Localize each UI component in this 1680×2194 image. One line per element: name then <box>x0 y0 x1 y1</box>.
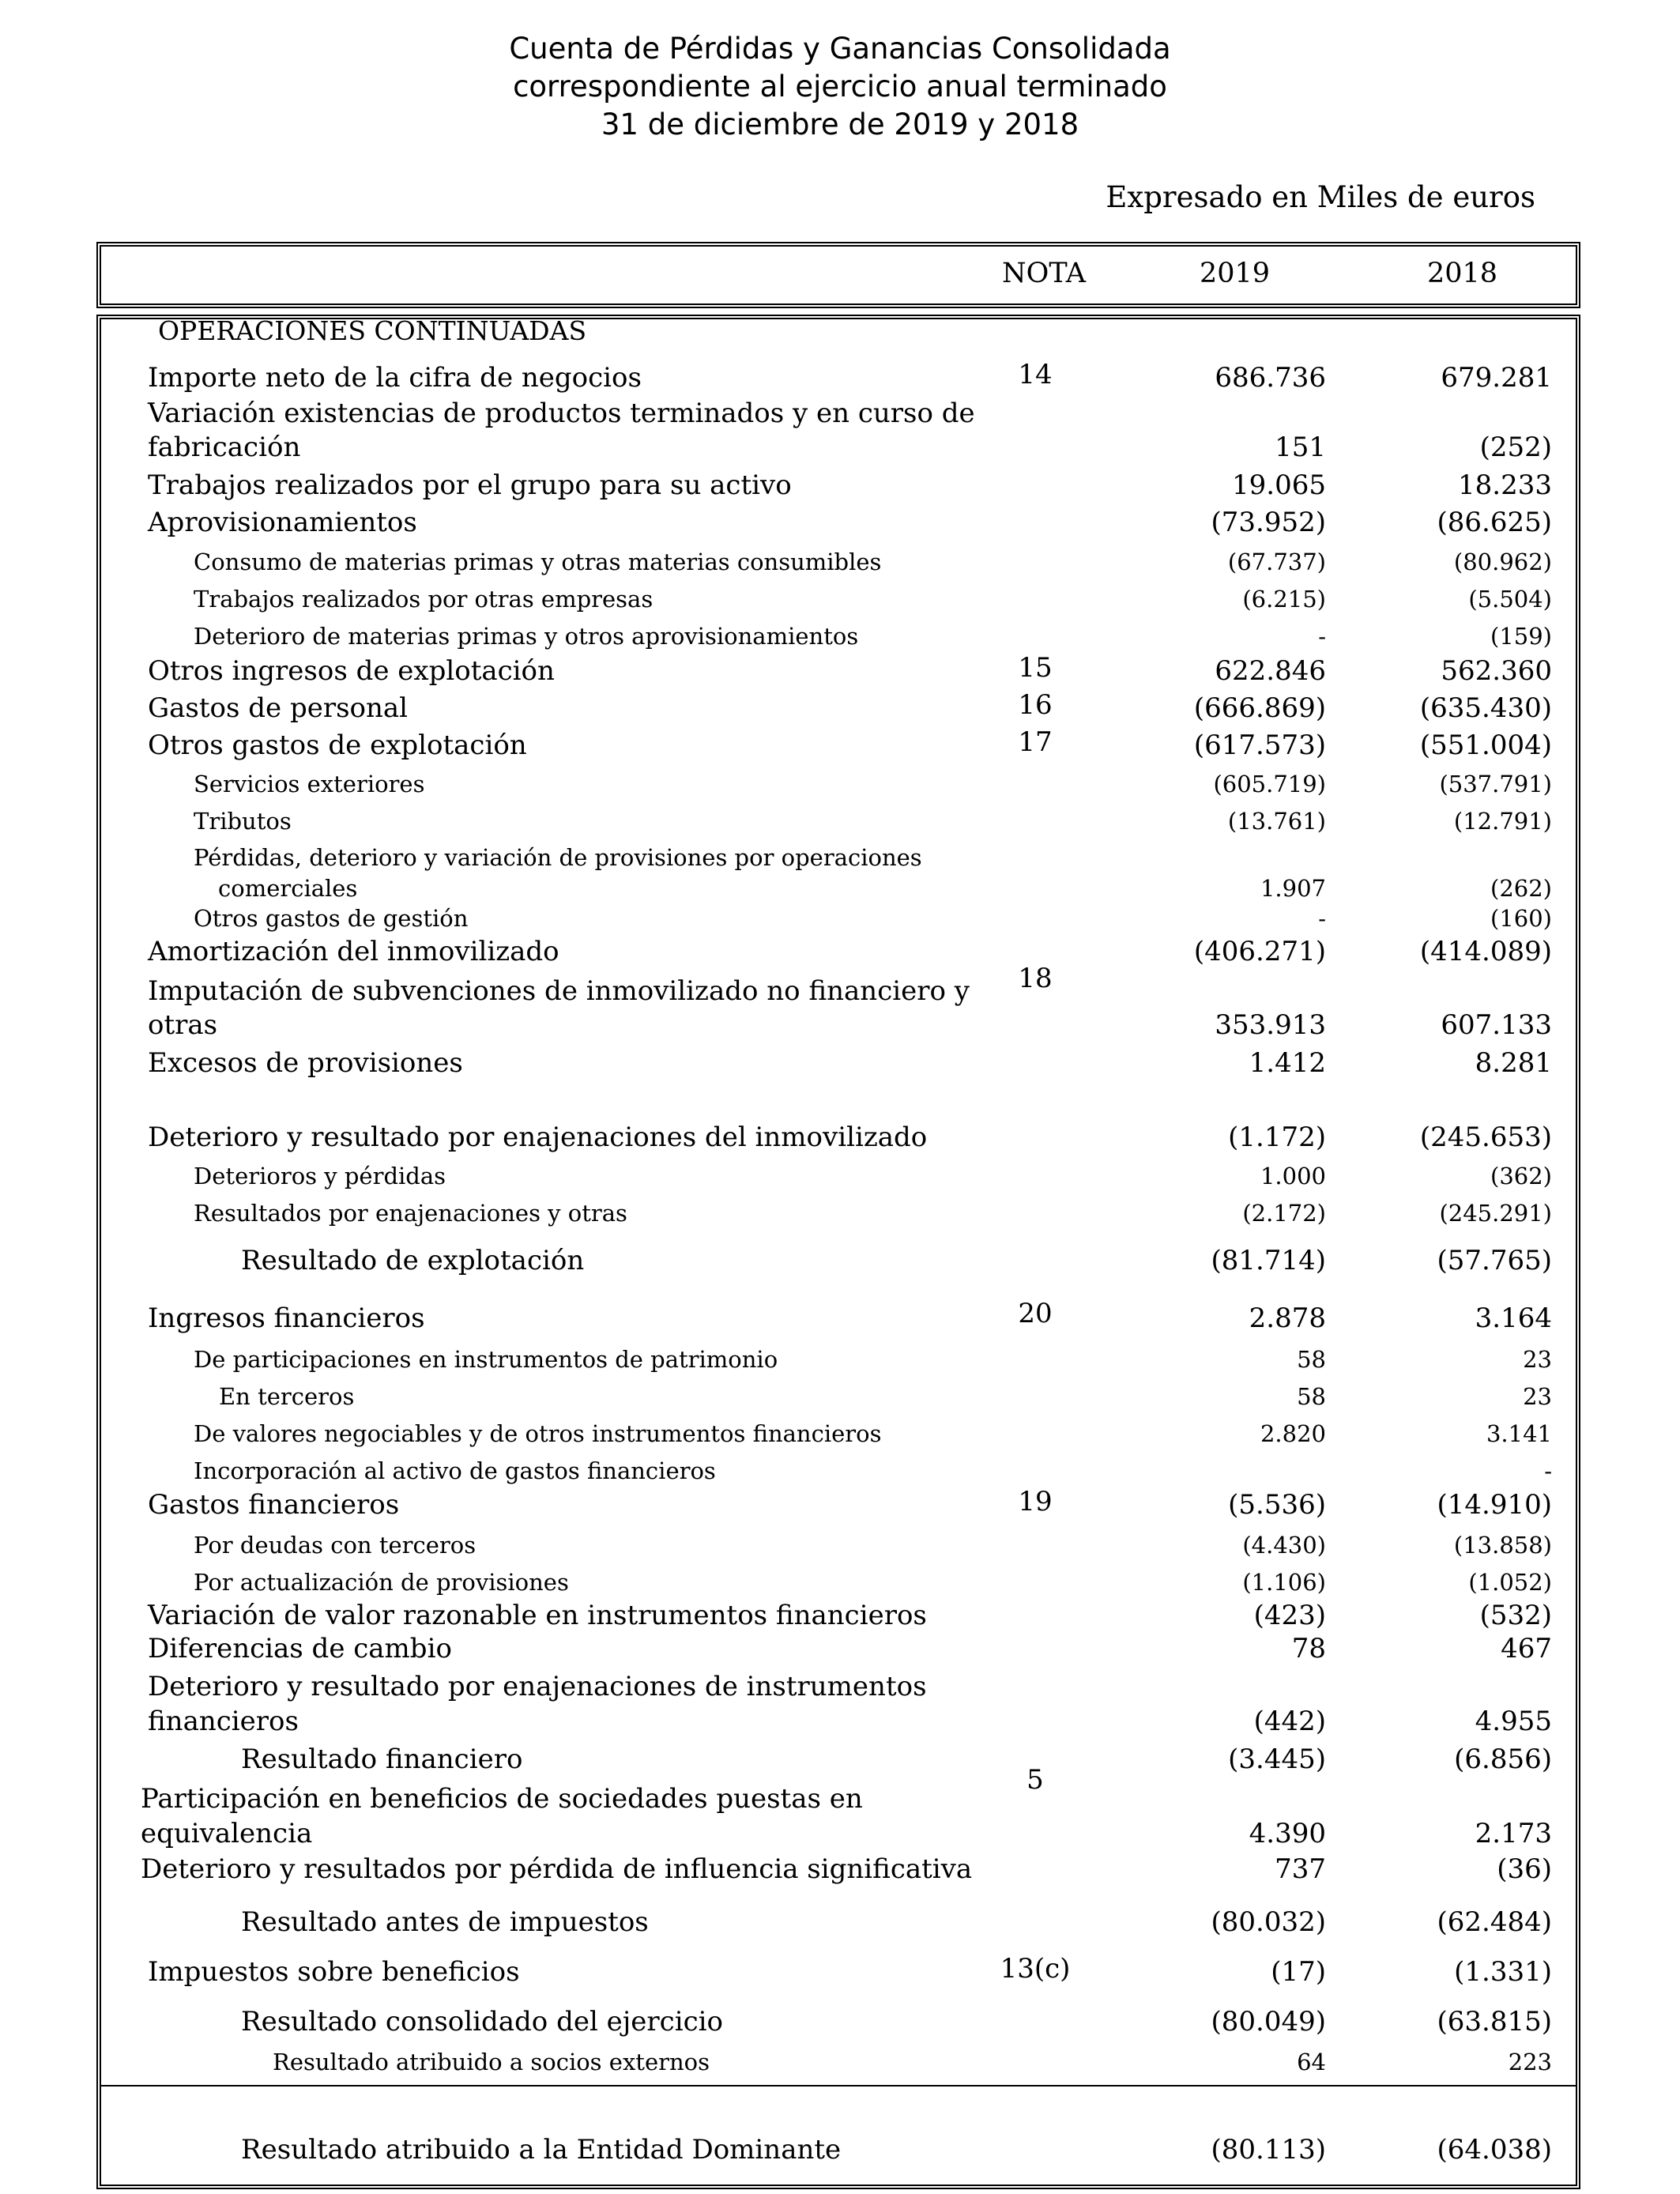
row-value-2019: 64 <box>1297 2049 1326 2076</box>
row-label: Otros gastos de explotación <box>148 729 527 761</box>
row-value-2018: (6.856) <box>1454 1743 1552 1775</box>
row-label: Resultado financiero <box>241 1743 523 1775</box>
column-header-2018: 2018 <box>1427 258 1498 289</box>
row-value-2018: (57.765) <box>1437 1244 1552 1276</box>
row-label: Diferencias de cambio <box>148 1632 452 1664</box>
row-label: Amortización del inmovilizado <box>148 935 559 967</box>
row-value-2018: (13.858) <box>1453 1532 1552 1559</box>
row-label: Resultado consolidado del ejercicio <box>241 2005 723 2038</box>
row-label: Por actualización de provisiones <box>194 1569 569 1596</box>
row-label: Aprovisionamientos <box>148 506 417 538</box>
row-value-2018: (159) <box>1490 623 1552 650</box>
row-value-2018: 4.955 <box>1475 1705 1552 1737</box>
row-value-2018: (63.815) <box>1437 2005 1552 2038</box>
row-value-2018: (414.089) <box>1419 935 1552 967</box>
row-value-2019: (81.714) <box>1211 1244 1326 1276</box>
row-value-2018: 3.164 <box>1475 1302 1552 1334</box>
row-label: Pérdidas, deterioro y variación de provisiones por operaciones <box>194 844 922 872</box>
row-value-2018: (1.052) <box>1468 1569 1552 1596</box>
row-nota: 16 <box>1018 688 1053 721</box>
row-value-2018: (36) <box>1497 1853 1552 1885</box>
row-label: Importe neto de la cifra de negocios <box>148 361 642 394</box>
row-label: Resultado antes de impuestos <box>241 1906 649 1938</box>
row-value-2018: 679.281 <box>1441 361 1552 394</box>
row-nota: 14 <box>1018 358 1053 390</box>
row-value-2018: 562.360 <box>1441 654 1552 687</box>
row-value-2019: (2.172) <box>1242 1200 1326 1227</box>
row-value-2018: 23 <box>1523 1346 1552 1374</box>
row-nota: 5 <box>1026 1763 1044 1796</box>
row-value-2018: (5.504) <box>1468 586 1552 613</box>
row-label: Resultados por enajenaciones y otras <box>194 1200 627 1227</box>
row-value-2018: 23 <box>1523 1383 1552 1411</box>
row-label: De participaciones en instrumentos de patrimonio <box>194 1346 778 1374</box>
row-value-2018: (12.791) <box>1453 808 1552 835</box>
row-value-2019: (73.952) <box>1211 506 1326 538</box>
row-value-2019: (13.761) <box>1227 808 1326 835</box>
row-label: Incorporación al activo de gastos financieros <box>194 1457 716 1485</box>
row-label: Resultado de explotación <box>241 1244 585 1276</box>
row-label: Deterioros y pérdidas <box>194 1163 446 1190</box>
row-value-2018: (362) <box>1490 1163 1552 1190</box>
row-label: financieros <box>148 1705 299 1737</box>
row-value-2018: (64.038) <box>1437 2133 1552 2166</box>
row-label: Imputación de subvenciones de inmovilizado no financiero y <box>148 974 970 1007</box>
row-value-2018: (252) <box>1479 431 1552 463</box>
row-value-2019: (423) <box>1253 1599 1326 1631</box>
row-value-2019: (4.430) <box>1242 1532 1326 1559</box>
row-value-2019: (5.536) <box>1228 1488 1326 1521</box>
row-value-2019: 4.390 <box>1249 1817 1326 1849</box>
row-label: Impuestos sobre beneficios <box>148 1955 520 1988</box>
row-label: Variación existencias de productos terminados y en curso de <box>148 397 975 429</box>
row-label: Trabajos realizados por el grupo para su activo <box>148 469 792 501</box>
row-value-2019: 151 <box>1275 431 1326 463</box>
row-value-2018: 223 <box>1508 2049 1552 2076</box>
row-value-2019: 1.000 <box>1260 1163 1326 1190</box>
row-nota: 20 <box>1018 1297 1053 1329</box>
row-value-2018: 3.141 <box>1486 1420 1552 1448</box>
row-label: Trabajos realizados por otras empresas <box>194 586 654 613</box>
row-value-2019: (406.271) <box>1193 935 1326 967</box>
row-label: De valores negociables y de otros instrumentos financieros <box>194 1420 882 1448</box>
row-label: otras <box>148 1008 218 1041</box>
row-value-2019: 622.846 <box>1215 654 1326 687</box>
row-label: Participación en beneficios de sociedades puestas en <box>141 1782 863 1815</box>
row-value-2019: 737 <box>1275 1853 1326 1885</box>
row-value-2019: (80.113) <box>1211 2133 1326 2166</box>
row-value-2018: (245.291) <box>1439 1200 1552 1227</box>
row-value-2019: 58 <box>1297 1383 1326 1411</box>
row-label: Deterioro y resultados por pérdida de influencia significativa <box>141 1853 973 1885</box>
row-label: Variación de valor razonable en instrumentos financieros <box>148 1599 927 1631</box>
title-line-2: correspondiente al ejercicio anual terminado <box>513 70 1167 104</box>
row-value-2019: 1.907 <box>1260 875 1326 903</box>
row-label: comerciales <box>218 875 358 903</box>
row-label: equivalencia <box>141 1817 313 1849</box>
row-value-2019: (6.215) <box>1242 586 1326 613</box>
row-label: Deterioro y resultado por enajenaciones de instrumentos <box>148 1670 927 1702</box>
row-value-2019: 2.878 <box>1249 1302 1326 1334</box>
row-value-2018: (80.962) <box>1453 548 1552 576</box>
row-value-2019: 58 <box>1297 1346 1326 1374</box>
row-label: En terceros <box>219 1383 355 1411</box>
row-value-2018: 607.133 <box>1441 1008 1552 1041</box>
row-value-2018: (14.910) <box>1437 1488 1552 1521</box>
row-label: Resultado atribuido a socios externos <box>273 2049 710 2076</box>
row-value-2019: (666.869) <box>1193 692 1326 724</box>
row-nota: 15 <box>1018 651 1053 684</box>
row-value-2018: 467 <box>1501 1632 1552 1664</box>
row-value-2019: (17) <box>1271 1955 1326 1988</box>
row-value-2018: (635.430) <box>1419 692 1552 724</box>
row-value-2019: (80.049) <box>1211 2005 1326 2038</box>
table-header-box <box>96 242 1580 308</box>
row-label: OPERACIONES CONTINUADAS <box>158 315 587 346</box>
row-value-2018: (160) <box>1490 905 1552 933</box>
row-value-2019: - <box>1318 905 1326 933</box>
row-label: Gastos de personal <box>148 692 409 724</box>
row-value-2018: (86.625) <box>1437 506 1552 538</box>
column-header-nota: NOTA <box>1002 258 1087 289</box>
row-label: Otros gastos de gestión <box>194 905 469 933</box>
final-row-divider <box>100 2085 1577 2087</box>
row-value-2019: 19.065 <box>1232 469 1326 501</box>
row-label: Tributos <box>194 808 292 835</box>
row-value-2018: (1.331) <box>1454 1955 1552 1988</box>
row-value-2019: (1.106) <box>1242 1569 1326 1596</box>
row-value-2018: - <box>1544 1457 1552 1485</box>
row-value-2018: 18.233 <box>1458 469 1552 501</box>
row-nota: 13(c) <box>1000 1952 1071 1985</box>
row-value-2019: (1.172) <box>1228 1121 1326 1153</box>
row-value-2019: 686.736 <box>1215 361 1326 394</box>
row-value-2019: (67.737) <box>1227 548 1326 576</box>
row-label: Excesos de provisiones <box>148 1046 463 1079</box>
row-value-2018: (551.004) <box>1419 729 1552 761</box>
row-label: Por deudas con terceros <box>194 1532 477 1559</box>
row-value-2018: (262) <box>1490 875 1552 903</box>
units-caption: Expresado en Miles de euros <box>1106 180 1535 214</box>
row-value-2019: (617.573) <box>1193 729 1326 761</box>
title-line-1: Cuenta de Pérdidas y Ganancias Consolidada <box>509 32 1171 66</box>
row-value-2018: (537.791) <box>1439 771 1552 798</box>
row-label: Otros ingresos de explotación <box>148 654 555 687</box>
row-value-2019: (605.719) <box>1213 771 1326 798</box>
row-nota: 19 <box>1018 1485 1053 1517</box>
row-value-2019: (442) <box>1253 1705 1326 1737</box>
column-header-2019: 2019 <box>1200 258 1271 289</box>
row-value-2019: 2.820 <box>1260 1420 1326 1448</box>
row-value-2019: - <box>1318 623 1326 650</box>
row-value-2018: (245.653) <box>1419 1121 1552 1153</box>
row-label: Ingresos financieros <box>148 1302 425 1334</box>
row-label: Resultado atribuido a la Entidad Dominante <box>241 2133 842 2166</box>
row-nota: 18 <box>1018 962 1053 994</box>
row-label: fabricación <box>148 431 301 463</box>
row-label: Consumo de materias primas y otras materias consumibles <box>194 548 882 576</box>
title-line-3: 31 de diciembre de 2019 y 2018 <box>601 107 1079 141</box>
row-label: Servicios exteriores <box>194 771 425 798</box>
row-value-2018: 2.173 <box>1475 1817 1552 1849</box>
row-label: Deterioro y resultado por enajenaciones del inmovilizado <box>148 1121 928 1153</box>
row-value-2018: (532) <box>1479 1599 1552 1631</box>
row-value-2019: (80.032) <box>1211 1906 1326 1938</box>
row-nota: 17 <box>1018 726 1053 758</box>
row-value-2019: (3.445) <box>1228 1743 1326 1775</box>
row-label: Gastos financieros <box>148 1488 400 1521</box>
row-value-2019: 1.412 <box>1249 1046 1326 1079</box>
row-value-2018: (62.484) <box>1437 1906 1552 1938</box>
row-value-2019: 353.913 <box>1215 1008 1326 1041</box>
row-value-2019: 78 <box>1291 1632 1326 1664</box>
row-value-2018: 8.281 <box>1475 1046 1552 1079</box>
row-label: Deterioro de materias primas y otros aprovisionamientos <box>194 623 859 650</box>
